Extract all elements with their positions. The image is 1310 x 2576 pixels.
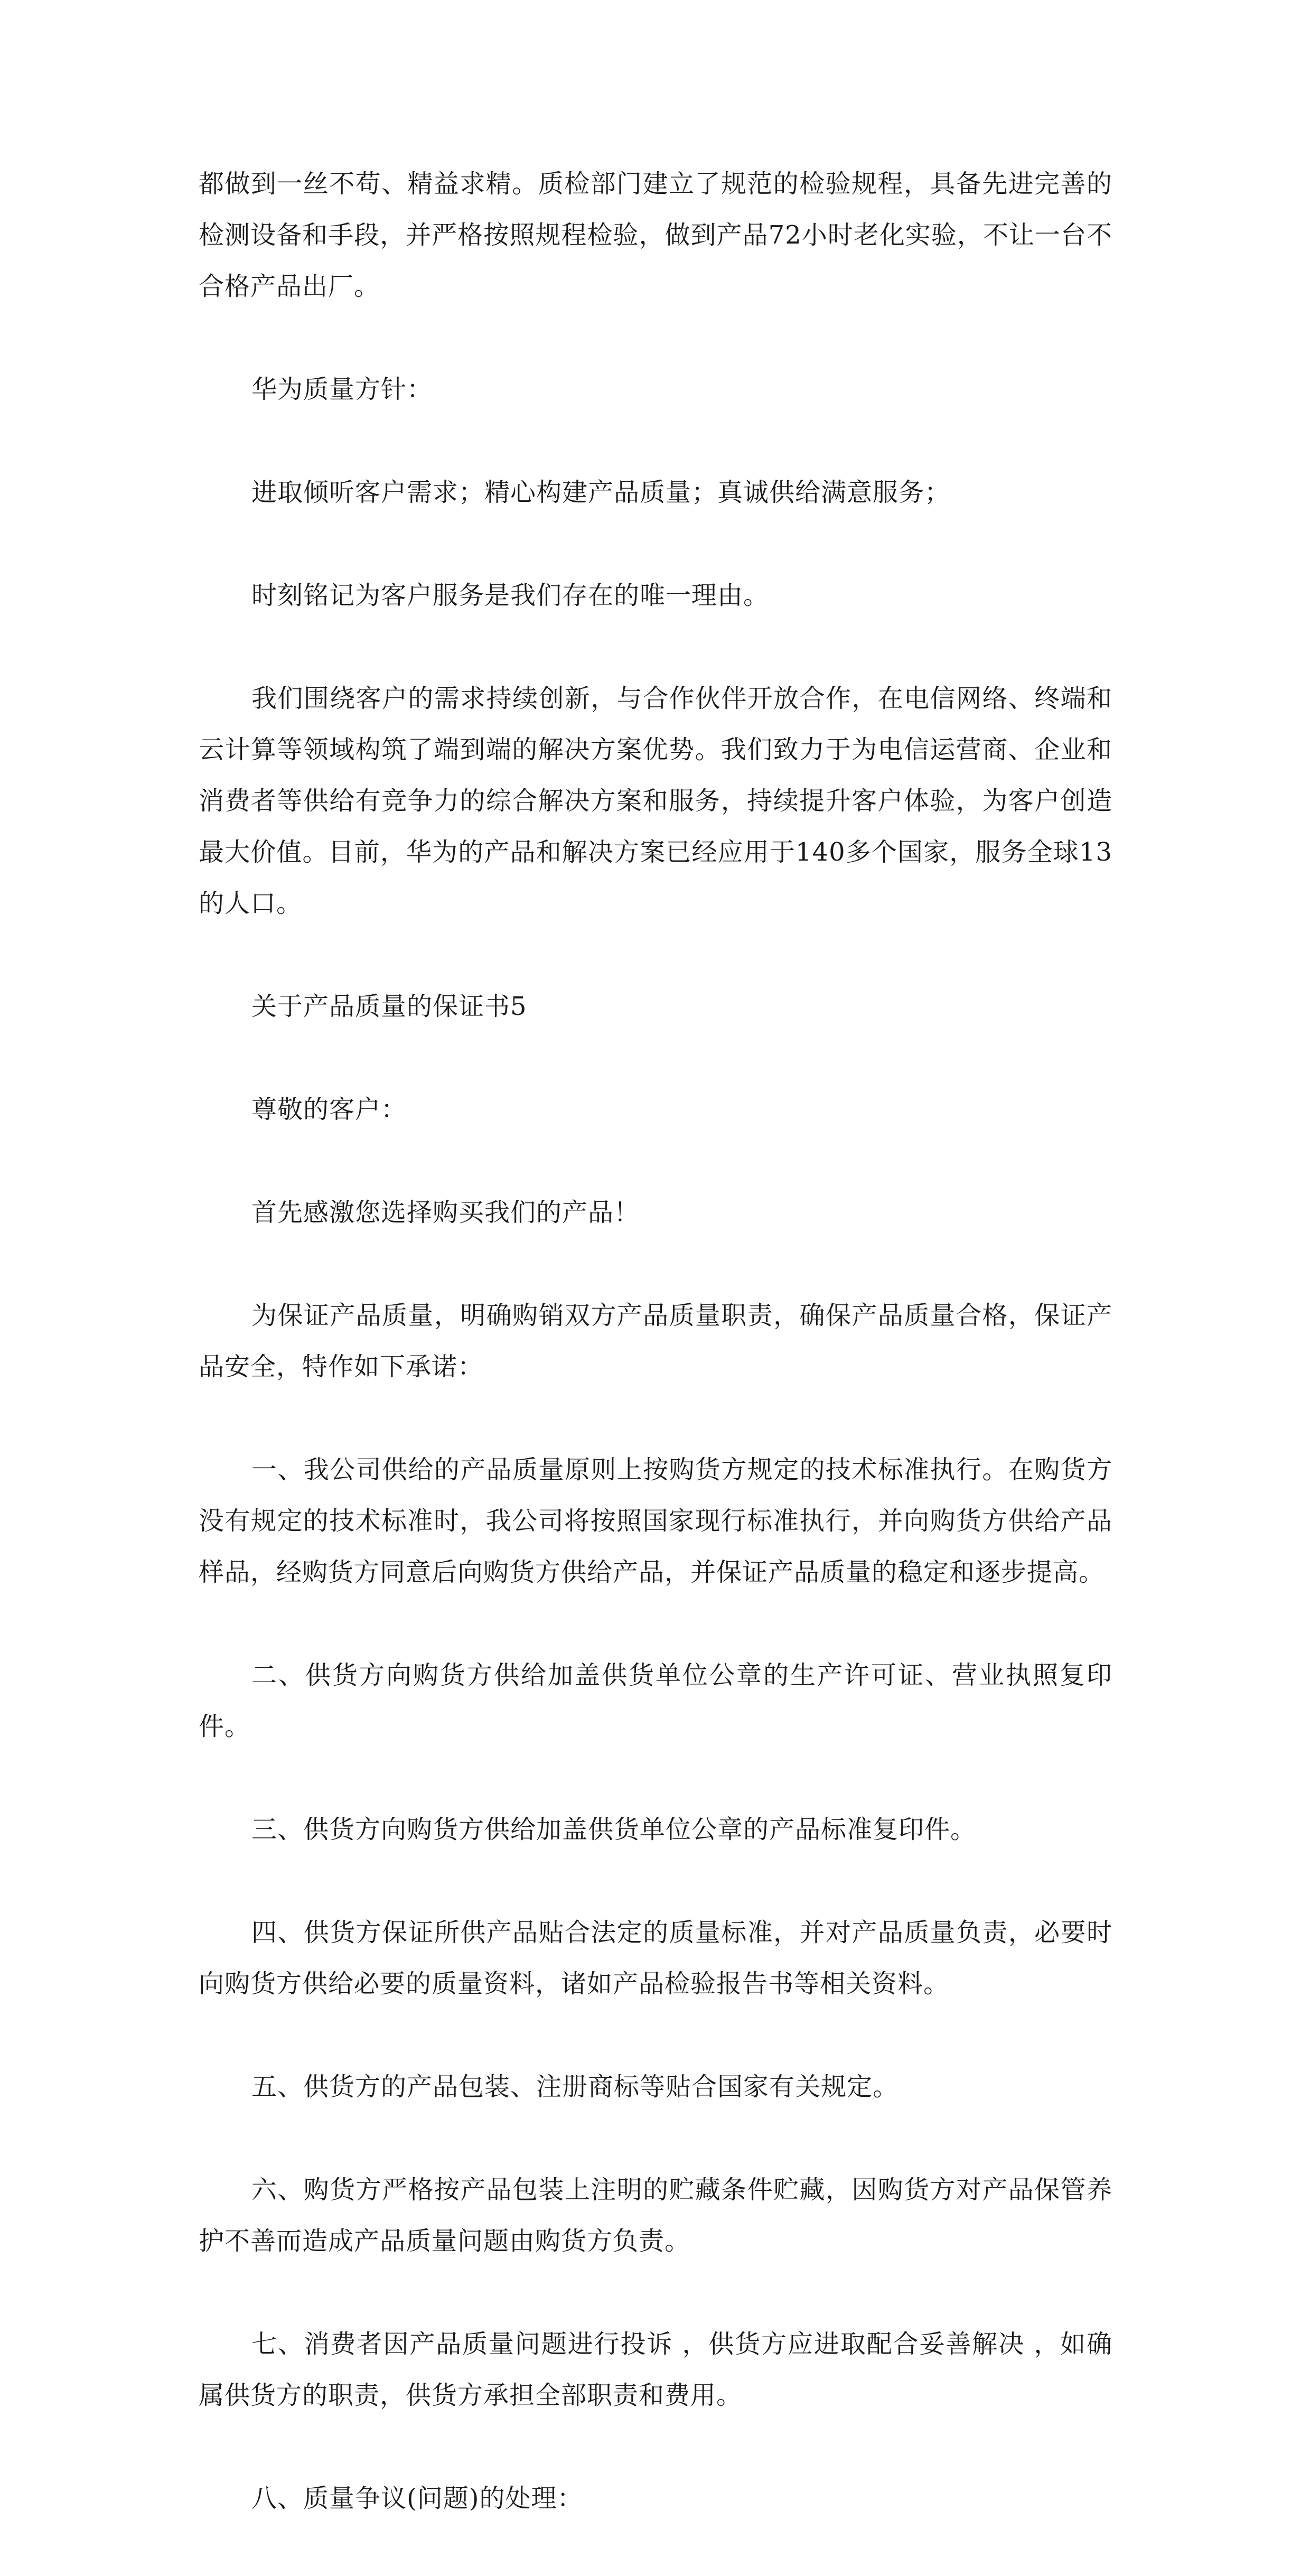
paragraph-3: 进取倾听客户需求；精心构建产品质量；真诚供给满意服务； [251,478,951,507]
clause-5: 五、供货方的产品包装、注册商标等贴合国家有关规定。 [251,2072,899,2102]
paragraph-8: 首先感激您选择购买我们的产品！ [251,1198,640,1227]
paragraph-2: 华为质量方针： [251,375,433,404]
clause-3: 三、供货方向购货方供给加盖供货单位公章的产品标准复印件。 [251,1815,977,1844]
clause-8: 八、质量争议(问题)的处理： [251,2484,583,2513]
clause-1: 一、我公司供给的产品质量原则上按购货方规定的技术标准执行。在购货方没有规定的技术标准时，我公司将按照国家现行标准执行，并向购货方供给产品样品，经购货方同意后向购货方供给产品，并保证产品质量的稳定和逐步提高。 [199,1455,1112,1587]
salutation: 尊敬的客户： [251,1095,407,1124]
section-title: 关于产品质量的保证书5 [251,992,527,1021]
paragraph-5: 我们围绕客户的需求持续创新，与合作伙伴开放合作，在电信网络、终端和云计算等领域构筑了端到端的解决方案优势。我们致力于为电信运营商、企业和消费者等供给有竞争力的综合解决方案和服务，持续提升客户体验，为客户创造最大价值。目前，华为的产品和解决方案已经应用于140多个国家，服务全球13的人口。 [199,684,1112,918]
paragraph-1: 都做到一丝不苟、精益求精。质检部门建立了规范的检验规程，具备先进完善的检测设备和手段，并严格按照规程检验，做到产品72小时老化实验，不让一台不合格产品出厂。 [199,169,1112,301]
clause-7: 七、消费者因产品质量问题进行投诉 ，供货方应进取配合妥善解决 ，如确属供货方的职责，供货方承担全部职责和费用。 [199,2329,1112,2410]
document-body [199,158,1112,2576]
clause-6: 六、购货方严格按产品包装上注明的贮藏条件贮藏，因购货方对产品保管养护不善而造成产品质量问题由购货方负责。 [199,2175,1112,2256]
paragraph-4: 时刻铭记为客户服务是我们存在的唯一理由。 [251,581,770,610]
clause-4: 四、供货方保证所供产品贴合法定的质量标准，并对产品质量负责，必要时向购货方供给必要的质量资料，诸如产品检验报告书等相关资料。 [199,1918,1112,1999]
clause-2: 二、供货方向购货方供给加盖供货单位公章的生产许可证、营业执照复印件。 [199,1660,1112,1741]
paragraph-9: 为保证产品质量，明确购销双方产品质量职责，确保产品质量合格，保证产品安全，特作如下承诺： [199,1301,1112,1382]
